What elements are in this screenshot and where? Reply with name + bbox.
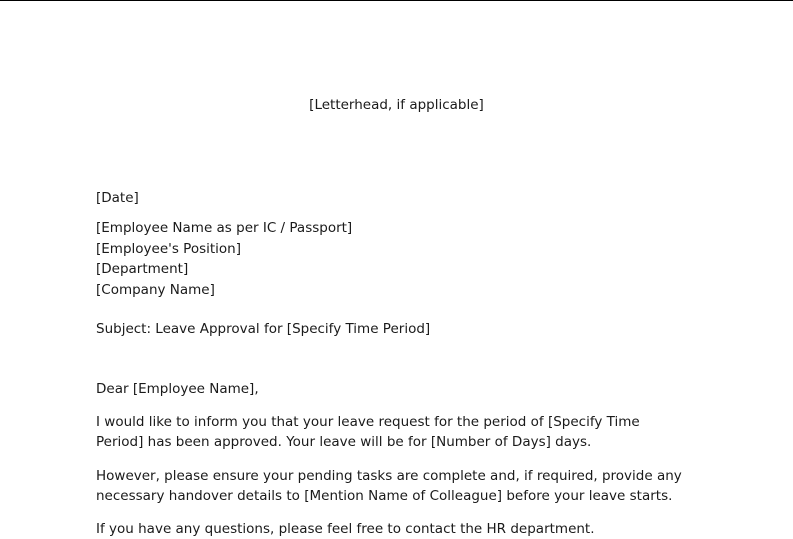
paragraph-2-text: However, please ensure your pending tasks are complete and, if required, provide any necessary handover details to [Mention Name of Colleague] before your leave starts. bbox=[96, 468, 682, 504]
salutation-text: Dear [Employee Name], bbox=[96, 381, 259, 397]
salutation bbox=[96, 379, 713, 400]
recipient-department: [Department] bbox=[96, 261, 189, 277]
recipient-company: [Company Name] bbox=[96, 281, 215, 298]
recipient-name: [Employee Name as per IC / Passport] bbox=[96, 220, 353, 236]
body-paragraph-2 bbox=[96, 466, 706, 506]
date-text: [Date] bbox=[96, 190, 139, 206]
recipient-address bbox=[96, 218, 713, 300]
body-paragraph-3 bbox=[96, 519, 713, 539]
recipient-position: [Employee's Position] bbox=[96, 240, 241, 257]
paragraph-3-text: If you have any questions, please feel free to contact the HR department. bbox=[96, 521, 595, 537]
paragraph-1-text: I would like to inform you that your leave request for the period of [Specify Time Period] has been approved. Your leave will be for [Number of Days] days. bbox=[96, 414, 640, 450]
date bbox=[96, 188, 713, 209]
body-paragraph-1 bbox=[96, 412, 686, 452]
subject-text: Subject: Leave Approval for [Specify Time Period] bbox=[96, 321, 431, 337]
subject-line bbox=[96, 319, 713, 340]
letterhead: [Letterhead, if applicable] bbox=[309, 97, 484, 113]
